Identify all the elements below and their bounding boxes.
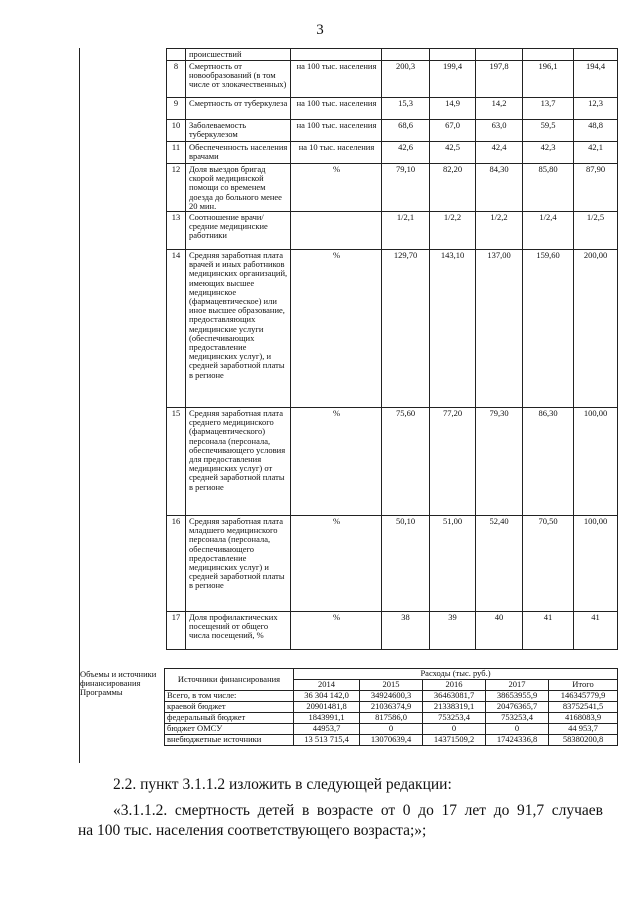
indicator-value: 50,10 [382,516,430,612]
finance-value: 13 513 715,4 [294,735,360,746]
indicator-name: Доля выездов бригад скорой медицинской помощи со временем доезда до больного менее 20 мин. [186,164,291,212]
finance-value: 34924600,3 [360,691,423,702]
indicator-value: 14,2 [476,98,523,120]
indicator-value: 200,3 [382,61,430,98]
finance-table [164,668,618,746]
indicator-value: 86,30 [523,408,574,516]
indicator-value: 67,0 [430,120,476,142]
indicator-value [382,49,430,61]
indicator-value: 1/2,1 [382,212,430,250]
indicator-number: 16 [167,516,186,612]
finance-row [165,713,618,724]
indicator-value: 40 [476,612,523,650]
indicator-value: 42,5 [430,142,476,164]
finance-value: 38653955,9 [486,691,549,702]
indicator-unit: на 100 тыс. населения [291,98,382,120]
indicator-value: 143,10 [430,250,476,408]
finance-source-label: краевой бюджет [165,702,294,713]
indicator-value: 51,00 [430,516,476,612]
finance-source-header: Источники финансирования [165,669,294,691]
indicator-number: 17 [167,612,186,650]
indicator-row [167,61,618,98]
indicator-row [167,212,618,250]
indicator-value: 199,4 [430,61,476,98]
indicator-value: 100,00 [574,408,618,516]
finance-year: 2016 [423,680,486,691]
finance-value: 0 [423,724,486,735]
indicator-value: 41 [574,612,618,650]
indicator-value: 1/2,2 [430,212,476,250]
indicator-name: Смертность от новообразований (в том числе от злокачественных) [186,61,291,98]
finance-expenses-header: Расходы (тыс. руб.) [294,669,618,680]
amendment-quote-line2: на 100 тыс. населения соответствующего возраста;»; [78,822,427,839]
indicator-value: 1/2,5 [574,212,618,250]
indicator-value: 194,4 [574,61,618,98]
indicator-name: Средняя заработная плата младшего медицинского персонала (персонала, обеспечивающего предоставление медицинских услуг) и средней заработной платы в регионе [186,516,291,612]
indicator-unit: % [291,612,382,650]
indicator-name: Доля профилактических посещений от общего числа посещений, % [186,612,291,650]
indicator-value: 87,90 [574,164,618,212]
indicator-number: 13 [167,212,186,250]
finance-section-label: Объемы и источники финансирования Программы [80,669,157,698]
indicator-value: 79,30 [476,408,523,516]
indicator-value: 82,20 [430,164,476,212]
indicator-value: 13,7 [523,98,574,120]
indicator-row [167,612,618,650]
finance-row [165,735,618,746]
indicator-unit: % [291,164,382,212]
amendment-paragraph: 2.2. пункт 3.1.1.2 изложить в следующей редакции: [113,776,452,793]
indicator-value: 70,50 [523,516,574,612]
indicator-row [167,142,618,164]
indicator-unit [291,212,382,250]
indicator-value: 48,8 [574,120,618,142]
finance-header-row [165,669,618,680]
indicator-unit [291,49,382,61]
finance-source-label: Всего, в том числе: [165,691,294,702]
finance-year: 2014 [294,680,360,691]
indicator-value: 42,6 [382,142,430,164]
finance-value: 36463081,7 [423,691,486,702]
indicator-unit: на 10 тыс. населения [291,142,382,164]
finance-source-label: внебюджетные источники [165,735,294,746]
indicator-name: происшествий [186,49,291,61]
indicator-row [167,164,618,212]
indicator-row [167,516,618,612]
indicator-value: 12,3 [574,98,618,120]
indicator-value: 63,0 [476,120,523,142]
finance-value: 21338319,1 [423,702,486,713]
finance-value: 58380200,8 [549,735,618,746]
indicator-name: Заболеваемость туберкулезом [186,120,291,142]
finance-value: 14371509,2 [423,735,486,746]
indicators-table [166,48,618,650]
finance-value: 44953,7 [294,724,360,735]
indicator-value: 52,40 [476,516,523,612]
indicator-name: Смертность от туберкулеза [186,98,291,120]
indicator-value: 42,1 [574,142,618,164]
indicator-number [167,49,186,61]
indicator-value: 68,6 [382,120,430,142]
indicator-value: 1/2,2 [476,212,523,250]
indicator-name: Средняя заработная плата среднего медицинского (фармацевтического) персонала (персонала, обеспечивающего условия для предоставления медицинских услуг) от средней заработной платы в регионе [186,408,291,516]
finance-value: 20901481,8 [294,702,360,713]
indicator-row [167,250,618,408]
page-number: 3 [316,22,324,38]
indicator-value: 39 [430,612,476,650]
indicator-value [574,49,618,61]
indicator-row [167,98,618,120]
finance-value: 17424336,8 [486,735,549,746]
indicator-unit: на 100 тыс. населения [291,120,382,142]
indicator-row [167,408,618,516]
indicator-value: 85,80 [523,164,574,212]
indicator-value [430,49,476,61]
indicator-number: 14 [167,250,186,408]
indicator-value: 59,5 [523,120,574,142]
finance-value: 146345779,9 [549,691,618,702]
indicator-value: 79,10 [382,164,430,212]
indicator-value: 84,30 [476,164,523,212]
finance-value: 0 [360,724,423,735]
finance-value: 0 [486,724,549,735]
indicator-value: 1/2,4 [523,212,574,250]
left-border-line [79,48,80,763]
indicator-value: 129,70 [382,250,430,408]
finance-value: 1843991,1 [294,713,360,724]
finance-value: 44 953,7 [549,724,618,735]
indicator-value: 77,20 [430,408,476,516]
finance-value: 20476365,7 [486,702,549,713]
indicator-value: 159,60 [523,250,574,408]
indicator-value: 200,00 [574,250,618,408]
finance-value: 753253,4 [486,713,549,724]
finance-source-label: федеральный бюджет [165,713,294,724]
indicator-name: Соотношение врачи/средние медицинские работники [186,212,291,250]
indicator-number: 11 [167,142,186,164]
indicator-number: 15 [167,408,186,516]
amendment-quote-line1: «3.1.1.2. смертность детей в возрасте от 0 до 17 лет до 91,7 случаев [113,802,603,819]
indicator-name: Средняя заработная плата врачей и иных работников медицинских организаций, имеющих высшее медицинское (фармацевтическое) или иное высшее образование, предоставляющих медицинские услуги (обеспечивающих предоставление медицинских услуг), и средней заработной платы в регионе [186,250,291,408]
indicator-unit: % [291,408,382,516]
indicator-value: 14,9 [430,98,476,120]
indicator-value: 38 [382,612,430,650]
indicator-value: 41 [523,612,574,650]
indicator-value: 42,4 [476,142,523,164]
finance-value: 83752541,5 [549,702,618,713]
indicator-number: 9 [167,98,186,120]
finance-row [165,702,618,713]
indicator-unit: % [291,516,382,612]
finance-value: 21036374,9 [360,702,423,713]
indicator-value [476,49,523,61]
indicator-value: 42,3 [523,142,574,164]
indicator-value [523,49,574,61]
indicator-row [167,49,618,61]
indicator-value: 197,8 [476,61,523,98]
finance-year: 2015 [360,680,423,691]
indicator-unit: на 100 тыс. населения [291,61,382,98]
indicator-name: Обеспеченность населения врачами [186,142,291,164]
indicator-value: 15,3 [382,98,430,120]
finance-value: 4168083,9 [549,713,618,724]
indicator-value: 196,1 [523,61,574,98]
finance-row [165,724,618,735]
finance-value: 36 304 142,0 [294,691,360,702]
indicator-number: 10 [167,120,186,142]
finance-value: 817586,0 [360,713,423,724]
indicator-value: 137,00 [476,250,523,408]
indicator-row [167,120,618,142]
indicator-value: 100,00 [574,516,618,612]
finance-value: 13070639,4 [360,735,423,746]
indicator-number: 8 [167,61,186,98]
indicator-value: 75,60 [382,408,430,516]
finance-value: 753253,4 [423,713,486,724]
finance-year: Итого [549,680,618,691]
finance-row [165,691,618,702]
indicator-number: 12 [167,164,186,212]
finance-year: 2017 [486,680,549,691]
finance-source-label: бюджет ОМСУ [165,724,294,735]
indicator-unit: % [291,250,382,408]
